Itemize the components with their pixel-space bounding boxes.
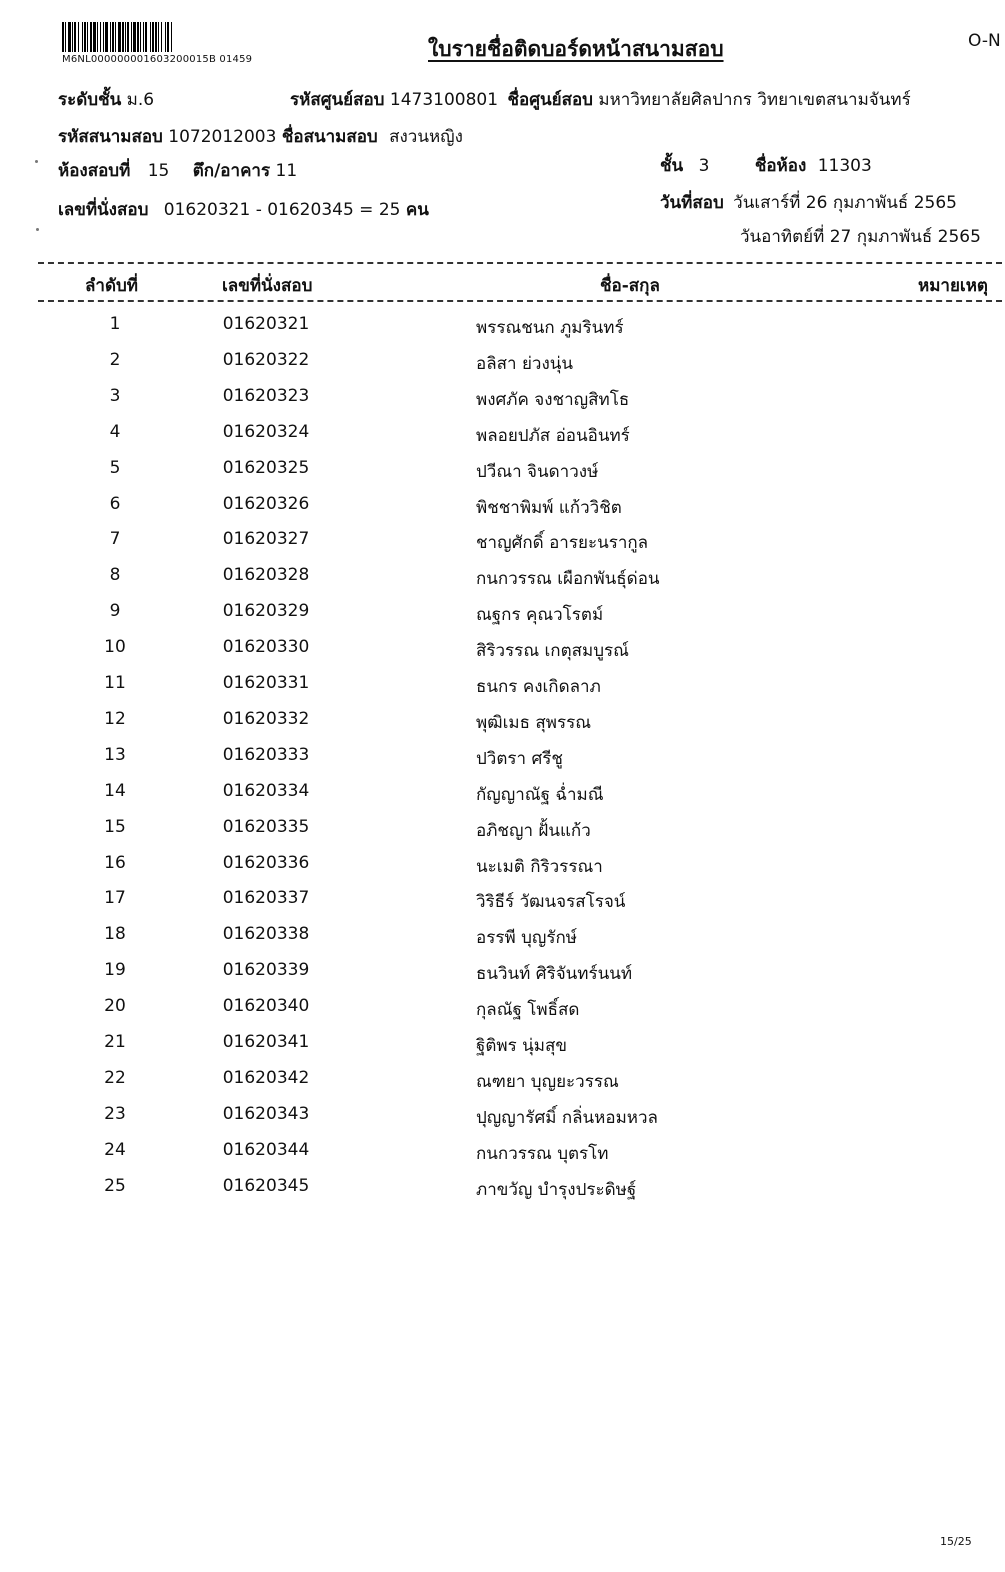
seat-number: 01620324 (222, 422, 310, 442)
student-name: ชาญศักดิ์ อารยะนรากูล (476, 533, 649, 553)
col-header-name: ชื่อ-สกุล (600, 276, 660, 296)
student-name: กนกวรรณ เผือกพันธุ์ด่อน (476, 569, 660, 589)
barcode-bar (172, 22, 173, 52)
student-name: ธนกร คงเกิดลาภ (476, 677, 601, 697)
student-name: กุลณัฐ โพธิ์สด (476, 1000, 580, 1020)
student-name: กนกวรรณ บุตรโท (476, 1144, 609, 1164)
exam-date-1: วันเสาร์ที่ 26 กุมภาพันธ์ 2565 (733, 193, 957, 213)
building-value: 11 (275, 161, 298, 181)
student-name: ภาขวัญ บำรุงประดิษฐ์ (476, 1180, 637, 1200)
seat-number: 01620321 (222, 314, 310, 334)
student-name: กัญญาณัฐ ฉ่ำมณี (476, 785, 604, 805)
row-number: 9 (109, 601, 121, 621)
seat-number: 01620345 (222, 1176, 310, 1196)
room-label: ห้องสอบที่ (58, 161, 131, 181)
row-number: 6 (109, 494, 121, 514)
student-name: สิริวรรณ เกตุสมบูรณ์ (476, 641, 629, 661)
center-code-label: รหัสศูนย์สอบ (290, 90, 385, 110)
student-name: ธนวินท์ ศิริจันทร์นนท์ (476, 964, 633, 984)
student-name: ปุญญารัศมิ์ กลิ่นหอมหวล (476, 1108, 658, 1128)
row-number: 3 (109, 386, 121, 406)
exam-date-label: วันที่สอบ (660, 193, 724, 213)
student-name: พิชชาพิมพ์ แก้ววิชิต (476, 498, 622, 518)
student-name: อรรพี บุญรักษ์ (476, 928, 577, 948)
row-number: 16 (104, 853, 126, 873)
row-number: 18 (104, 924, 126, 944)
header-bottom-divider (38, 300, 1002, 302)
row-number: 5 (109, 458, 121, 478)
subject-code: O-N (968, 31, 1001, 51)
seat-number: 01620330 (222, 637, 310, 657)
seat-number: 01620327 (222, 529, 310, 549)
seat-number: 01620335 (222, 817, 310, 837)
seat-number: 01620325 (222, 458, 310, 478)
floor-value: 3 (698, 156, 710, 176)
seat-number: 01620344 (222, 1140, 310, 1160)
site-code-label: รหัสสนามสอบ (58, 127, 163, 147)
site-row (58, 123, 463, 150)
row-number: 20 (104, 996, 126, 1016)
seat-number: 01620334 (222, 781, 310, 801)
seat-number: 01620329 (222, 601, 310, 621)
seats-row (58, 196, 429, 223)
student-name: ณฑยา บุญยะวรรณ (476, 1072, 619, 1092)
row-number: 11 (104, 673, 126, 693)
student-name: ปวีณา จินดาวงษ์ (476, 462, 599, 482)
site-code-value: 1072012003 (168, 127, 277, 147)
seats-label: เลขที่นั่งสอบ (58, 200, 149, 220)
scan-speck (35, 160, 38, 163)
page-title: ใบรายชื่อติดบอร์ดหน้าสนามสอบ (428, 37, 724, 61)
row-number: 23 (104, 1104, 126, 1124)
student-name: พรรณชนก ภูมรินทร์ (476, 318, 624, 338)
floor-label: ชั้น (660, 156, 684, 176)
row-number: 19 (104, 960, 126, 980)
student-name: ฐิติพร นุ่มสุข (476, 1036, 567, 1056)
site-name-label: ชื่อสนามสอบ (281, 127, 378, 147)
col-header-remark: หมายเหตุ (918, 276, 988, 296)
seat-number: 01620322 (222, 350, 310, 370)
seat-number: 01620338 (222, 924, 310, 944)
room-name-value: 11303 (817, 156, 872, 176)
seat-number: 01620332 (222, 709, 310, 729)
site-name-value: สงวนหญิง (389, 127, 463, 147)
seat-number: 01620340 (222, 996, 310, 1016)
room-row (58, 157, 297, 184)
seat-number: 01620342 (222, 1068, 310, 1088)
center-code-value: 1473100801 (389, 90, 499, 110)
exam-date-2: วันอาทิตย์ที่ 27 กุมภาพันธ์ 2565 (740, 227, 981, 247)
student-name: ปวิตรา ศรีชู (476, 749, 563, 769)
row-number: 25 (104, 1176, 126, 1196)
center-name-value: มหาวิทยาลัยศิลปากร วิทยาเขตสนามจันทร์ (598, 90, 911, 110)
row-number: 7 (109, 529, 121, 549)
scan-speck (36, 228, 39, 231)
header-top-divider (38, 262, 1002, 264)
seat-number: 01620339 (222, 960, 310, 980)
level-row (58, 86, 154, 113)
row-number: 13 (104, 745, 126, 765)
row-number: 24 (104, 1140, 126, 1160)
floor-row (660, 152, 872, 179)
building-label: ตึก/อาคาร (192, 161, 271, 181)
seat-number: 01620343 (222, 1104, 310, 1124)
center-name-label: ชื่อศูนย์สอบ (507, 90, 593, 110)
room-name-label: ชื่อห้อง (754, 156, 807, 176)
student-name: นะเมติ กิริวรรณา (476, 857, 603, 877)
seat-number: 01620323 (222, 386, 310, 406)
row-number: 14 (104, 781, 126, 801)
row-number: 10 (104, 637, 126, 657)
row-number: 21 (104, 1032, 126, 1052)
student-name: พงศภัค จงชาญสิทโธ (476, 390, 630, 410)
col-header-seat: เลขที่นั่งสอบ (222, 276, 313, 296)
row-number: 22 (104, 1068, 126, 1088)
student-name: พุฒิเมธ สุพรรณ (476, 713, 591, 733)
center-row (290, 86, 911, 113)
student-name: อภิชญา ฝั้นแก้ว (476, 821, 591, 841)
row-number: 17 (104, 888, 126, 908)
row-number: 8 (109, 565, 121, 585)
row-number: 4 (109, 422, 121, 442)
row-number: 2 (109, 350, 121, 370)
seat-number: 01620333 (222, 745, 310, 765)
page-number: 15/25 (940, 1535, 972, 1548)
seat-number: 01620336 (222, 853, 310, 873)
row-number: 1 (109, 314, 121, 334)
seat-number: 01620328 (222, 565, 310, 585)
barcode-text: M6NL000000001603200015B 01459 (62, 54, 253, 65)
exam-date-row (660, 189, 957, 216)
row-number: 15 (104, 817, 126, 837)
col-header-no: ลำดับที่ (85, 276, 139, 296)
seat-number: 01620331 (222, 673, 310, 693)
level-label: ระดับชั้น (58, 90, 122, 110)
room-value: 15 (147, 161, 170, 181)
row-number: 12 (104, 709, 126, 729)
student-name: วิริธีร์ วัฒนจรสโรจน์ (476, 892, 626, 912)
barcode (62, 22, 274, 52)
seats-value: 01620321 - 01620345 = 25 (163, 200, 401, 220)
student-name: ณฐกร คุณวโรตม์ (476, 605, 604, 625)
seats-unit: คน (405, 200, 429, 220)
student-name: อลิสา ย่วงนุ่น (476, 354, 574, 374)
seat-number: 01620341 (222, 1032, 310, 1052)
level-value: ม.6 (126, 90, 155, 110)
student-name: พลอยปภัส อ่อนอินทร์ (476, 426, 630, 446)
seat-number: 01620326 (222, 494, 310, 514)
seat-number: 01620337 (222, 888, 310, 908)
